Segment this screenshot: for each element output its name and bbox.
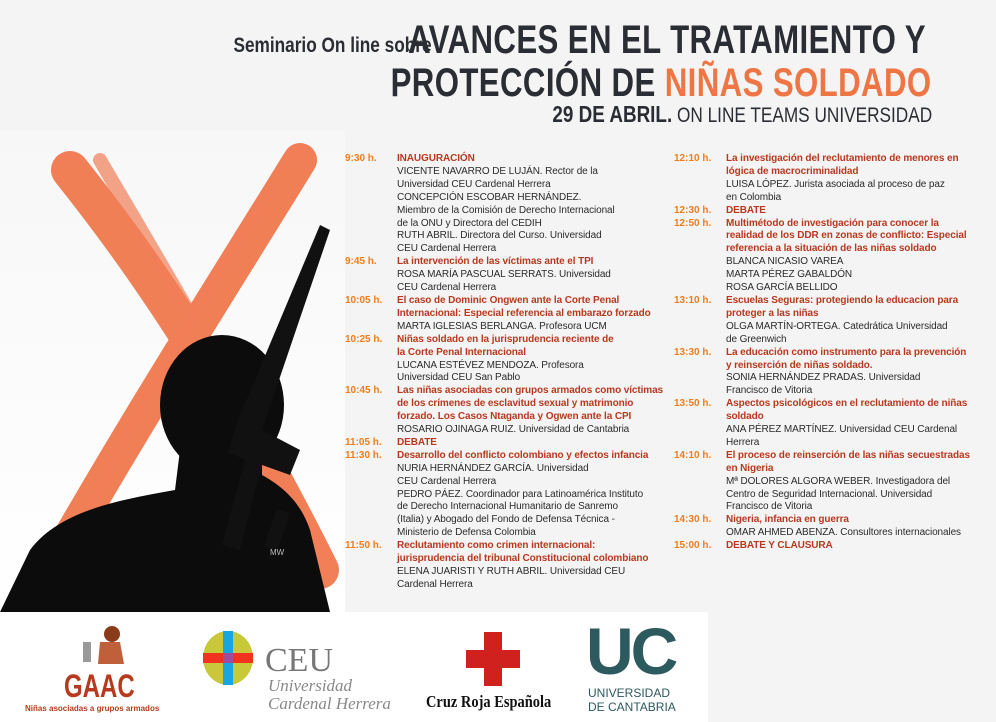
schedule-entry xyxy=(345,153,663,256)
date-venue xyxy=(552,101,932,128)
session-speaker: ROSA MARÍA PASCUAL SERRATS. Universidad xyxy=(397,269,611,281)
ceu-name: CEU xyxy=(265,642,333,679)
session-speaker: MARTA PÉREZ GABALDÓN xyxy=(726,269,852,281)
session-body xyxy=(726,398,970,450)
session-speaker: VICENTE NAVARRO DE LUJÁN. Rector de la xyxy=(397,165,598,177)
session-speaker: CEU Cardenal Herrera xyxy=(397,282,497,294)
session-speaker: ELENA JUARISTI Y RUTH ABRIL. Universidad CEU xyxy=(397,566,626,577)
session-title: DEBATE xyxy=(726,204,766,216)
child-figure-icon xyxy=(78,624,128,666)
session-time: 12:30 h. xyxy=(674,204,712,216)
session-title: y reinserción de niñas soldado. xyxy=(726,359,873,371)
session-title: lógica de macrocriminalidad xyxy=(726,165,859,177)
session-title: de los crímenes de esclavitud sexual y matrimonio xyxy=(397,398,634,410)
schedule-entry xyxy=(345,295,663,334)
schedule-entry xyxy=(674,398,970,450)
schedule-entry xyxy=(674,540,970,553)
session-speaker: LUISA LÓPEZ. Jurista asociada al proceso de paz xyxy=(726,178,945,190)
uc-line1: UNIVERSIDAD xyxy=(588,686,671,700)
session-time: 15:00 h. xyxy=(674,540,712,552)
session-body xyxy=(397,153,663,256)
session-speaker: de Derecho Internacional Humanitario de Sanremo xyxy=(397,501,618,513)
seminar-prefix: Seminario On line sobre xyxy=(233,34,432,57)
session-time: 10:45 h. xyxy=(345,385,383,397)
session-time: 11:50 h. xyxy=(345,540,382,552)
session-body xyxy=(397,334,663,386)
session-title: Internacional: Especial referencia al embarazo forzado xyxy=(397,307,651,319)
session-body xyxy=(726,205,970,218)
session-speaker: ROSA GARCÍA BELLIDO xyxy=(726,282,838,294)
session-title: Reclutamiento como crimen internacional: xyxy=(397,540,596,552)
session-body xyxy=(397,385,663,437)
session-speaker: RUTH ABRIL. Directora del Curso. Universidad xyxy=(397,230,602,242)
session-speaker: Francisco de Vitoria xyxy=(726,385,813,397)
session-body xyxy=(397,256,663,295)
schedule-entry xyxy=(345,334,663,386)
session-speaker: CEU Cardenal Herrera xyxy=(397,243,497,255)
session-body xyxy=(397,437,663,450)
session-speaker: BLANCA NICASIO VAREA xyxy=(726,256,844,268)
session-title: La educación como instrumento para la prevención xyxy=(726,346,967,358)
session-time: 14:10 h. xyxy=(674,449,712,461)
schedule-entry xyxy=(674,347,970,399)
session-time: 13:10 h. xyxy=(674,294,712,306)
title-line-1: AVANCES EN EL TRATAMIENTO Y xyxy=(408,18,926,62)
session-body xyxy=(726,514,970,540)
session-speaker: en Colombia xyxy=(726,191,782,203)
session-body xyxy=(726,347,970,399)
session-time: 12:10 h. xyxy=(674,153,712,164)
session-title: Las niñas asociadas con grupos armados como víctimas xyxy=(397,385,664,397)
session-title: realidad de los DDR en zonas de conflicto: Especial xyxy=(726,230,967,242)
session-title: referencia a la situación de las niñas soldado xyxy=(726,243,937,255)
session-speaker: ROSARIO OJINAGA RUIZ. Universidad de Cantabria xyxy=(397,424,630,436)
session-speaker: Herrera xyxy=(726,436,760,448)
sponsor-logos xyxy=(0,612,708,722)
session-speaker: LUCANA ESTÉVEZ MENDOZA. Profesora xyxy=(397,359,584,371)
session-body xyxy=(397,540,663,592)
uc-name: UC xyxy=(586,614,676,688)
session-time: 11:30 h. xyxy=(345,449,382,461)
schedule-entry xyxy=(674,205,970,218)
title-highlight: NIÑAS SOLDADO xyxy=(665,61,932,105)
title-line-2-a: PROTECCIÓN DE xyxy=(391,61,666,105)
session-time: 13:50 h. xyxy=(674,398,712,410)
session-speaker: SONIA HERNÁNDEZ PRADAS. Universidad xyxy=(726,372,921,384)
session-title: Aspectos psicológicos en el reclutamiento de niñas xyxy=(726,398,968,410)
event-venue: ON LINE TEAMS UNIVERSIDAD xyxy=(672,104,932,127)
session-time: 9:45 h. xyxy=(345,256,377,268)
schedule-entry xyxy=(674,514,970,540)
ceu-emblem-icon xyxy=(202,630,254,686)
title-line-2 xyxy=(391,61,932,106)
schedule-entry xyxy=(345,450,663,540)
child-soldier-illustration xyxy=(0,130,345,612)
session-body xyxy=(726,540,970,553)
session-title: DEBATE xyxy=(397,436,437,448)
schedule-column-left xyxy=(345,153,663,592)
session-title: La intervención de las víctimas ante el TPI xyxy=(397,256,594,268)
schedule-entry xyxy=(345,256,663,295)
schedule-entry xyxy=(345,540,663,592)
session-speaker: (Italia) y Abogado del Fondo de Defensa Técnica - xyxy=(397,514,615,526)
session-body xyxy=(397,295,663,334)
session-time: 11:05 h. xyxy=(345,436,382,448)
session-speaker: OMAR AHMED ABENZA. Consultores internacionales xyxy=(726,527,961,539)
schedule-entry xyxy=(674,295,970,347)
session-title: la Corte Penal Internacional xyxy=(397,346,526,358)
session-title: El caso de Dominic Ongwen ante la Corte Penal xyxy=(397,294,620,306)
schedule-entry xyxy=(345,385,663,437)
schedule-entry xyxy=(674,450,970,515)
session-title: Niñas soldado en la jurisprudencia reciente de xyxy=(397,333,614,345)
schedule-entry xyxy=(674,218,970,295)
session-speaker: Miembro de la Comisión de Derecho Internacional xyxy=(397,204,615,216)
gaac-subtitle: Niñas asociadas a grupos armados xyxy=(25,704,160,713)
session-title: El proceso de reinserción de las niñas secuestradas xyxy=(726,449,970,461)
session-speaker: ANA PÉREZ MARTÍNEZ. Universidad CEU Cardenal xyxy=(726,424,958,436)
session-title: Nigeria, infancia en guerra xyxy=(726,514,849,526)
session-speaker: NURIA HERNÁNDEZ GARCÍA. Universidad xyxy=(397,462,589,474)
session-time: 10:05 h. xyxy=(345,294,383,306)
session-speaker: PEDRO PÁEZ. Coordinador para Latinoamérica Instituto xyxy=(397,488,644,500)
gun-mark: MW xyxy=(270,548,285,557)
session-title: en Nigeria xyxy=(726,462,774,474)
session-title: DEBATE Y CLAUSURA xyxy=(726,540,833,552)
schedule-entry xyxy=(674,153,970,205)
session-body xyxy=(726,295,970,347)
session-title: Desarrollo del conflicto colombiano y efectos infancia xyxy=(397,449,649,461)
session-time: 13:30 h. xyxy=(674,346,712,358)
session-title: soldado xyxy=(726,411,764,423)
ceu-line1: Universidad xyxy=(268,676,353,695)
session-body xyxy=(726,153,970,205)
session-body xyxy=(726,450,970,515)
session-speaker: Universidad CEU Cardenal Herrera xyxy=(397,178,551,190)
uc-line2: DE CANTABRIA xyxy=(588,700,676,714)
session-title: proteger a las niñas xyxy=(726,307,819,319)
session-time: 12:50 h. xyxy=(674,217,712,229)
session-body xyxy=(397,450,663,540)
session-speaker: Francisco de Vitoria xyxy=(726,501,813,513)
session-speaker: de Greenwich xyxy=(726,333,787,345)
ceu-line2: Cardenal Herrera xyxy=(268,694,391,713)
session-body xyxy=(726,218,970,295)
red-cross-icon xyxy=(466,632,520,686)
session-title: Multimétodo de investigación para conocer la xyxy=(726,217,939,229)
session-speaker: MARTA IGLESIAS BERLANGA. Profesora UCM xyxy=(397,320,607,332)
schedule-column-right xyxy=(674,153,970,553)
session-speaker: Cardenal Herrera xyxy=(397,578,473,590)
session-time: 10:25 h. xyxy=(345,333,383,345)
session-title: jurisprudencia del tribunal Constitucional colombiano xyxy=(397,553,649,565)
session-speaker: CEU Cardenal Herrera xyxy=(397,475,497,487)
session-speaker: Centro de Seguridad Internacional. Universidad xyxy=(726,488,933,500)
session-title: forzado. Los Casos Ntaganda y Ogwen ante la CPI xyxy=(397,411,632,423)
gaac-name: GAAC xyxy=(64,668,135,704)
session-speaker: de la ONU y Directora del CEDIH xyxy=(397,217,542,229)
session-speaker: OLGA MARTÍN-ORTEGA. Catedrática Universidad xyxy=(726,320,948,332)
cruz-roja-name: Cruz Roja Española xyxy=(426,692,552,711)
session-title: La investigación del reclutamiento de menores en xyxy=(726,153,959,164)
schedule-entry xyxy=(345,437,663,450)
session-speaker: CONCEPCIÓN ESCOBAR HERNÁNDEZ. xyxy=(397,191,582,203)
session-time: 9:30 h. xyxy=(345,153,377,164)
session-time: 14:30 h. xyxy=(674,514,712,526)
session-title: INAUGURACIÓN xyxy=(397,153,475,164)
session-speaker: Ministerio de Defensa Colombia xyxy=(397,527,536,539)
event-date: 29 DE ABRIL. xyxy=(552,101,673,127)
session-speaker: Mª DOLORES ALGORA WEBER. Investigadora del xyxy=(726,475,951,487)
session-title: Escuelas Seguras: protegiendo la educacion para xyxy=(726,294,959,306)
session-speaker: Universidad CEU San Pablo xyxy=(397,372,521,384)
